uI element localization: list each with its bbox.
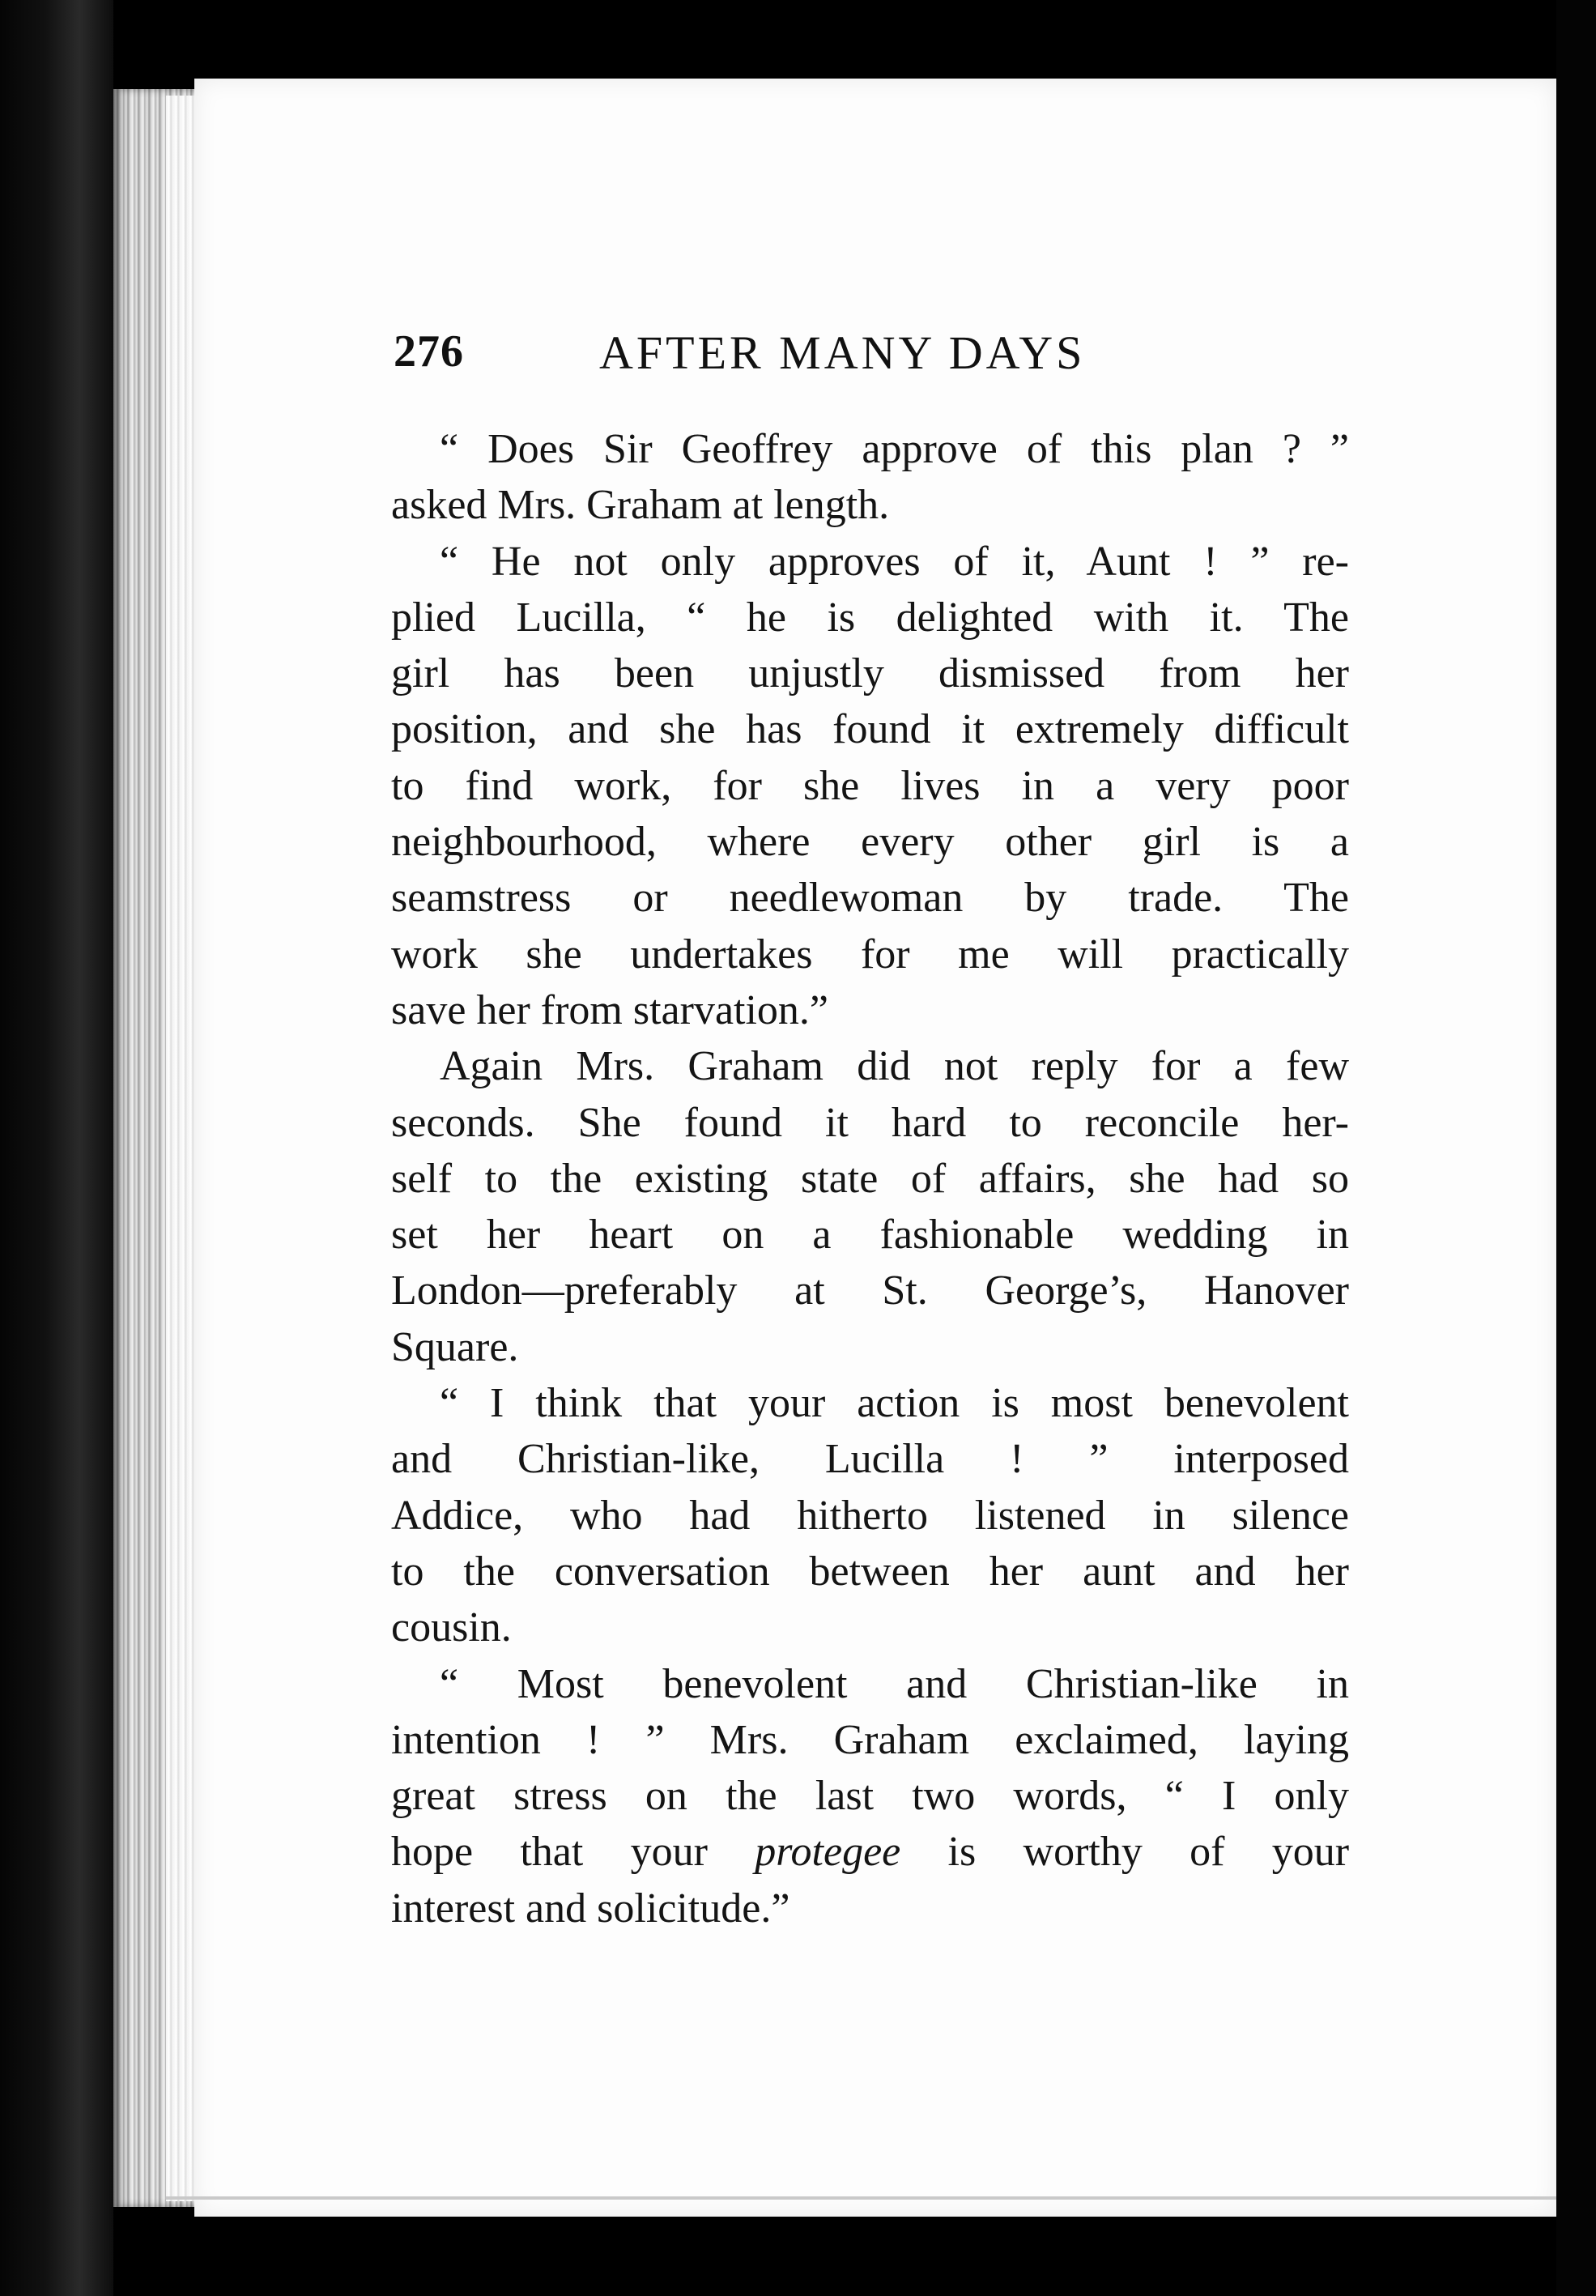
text-line: set her heart on a fashionable wedding in — [391, 1212, 1349, 1259]
page-bottom-edge — [166, 2196, 1557, 2200]
text-line: self to the existing state of affairs, she had so — [391, 1155, 1349, 1202]
text-line: “ Most benevolent and Christian-like in — [440, 1660, 1349, 1707]
text-line: interest and solicitude.” — [391, 1885, 790, 1932]
italic-word: protegee — [755, 1829, 901, 1876]
text-line: “ He not only approves of it, Aunt ! ” re- — [440, 538, 1349, 585]
text-line: great stress on the last two words, “ I only — [391, 1773, 1349, 1820]
text-line: seconds. She found it hard to reconcile her- — [391, 1099, 1349, 1146]
book-shadow-right — [1556, 0, 1596, 2296]
running-head — [394, 326, 1203, 390]
text-segment: hope that your — [391, 1829, 708, 1876]
body-text — [391, 421, 1349, 1936]
text-line: seamstress or needlewoman by trade. The — [391, 875, 1349, 922]
text-line: work she undertakes for me will practically — [391, 931, 1349, 978]
book-shadow-left — [0, 0, 113, 2296]
text-line: and Christian-like, Lucilla ! ” interposed — [391, 1436, 1349, 1483]
text-line: “ I think that your action is most benevolent — [440, 1380, 1349, 1427]
text-line: to find work, for she lives in a very poor — [391, 762, 1349, 809]
page-number: 276 — [394, 326, 464, 377]
text-line: intention ! ” Mrs. Graham exclaimed, laying — [391, 1716, 1349, 1763]
text-line: to the conversation between her aunt and her — [391, 1548, 1349, 1595]
text-line: Again Mrs. Graham did not reply for a few — [440, 1043, 1349, 1090]
text-line: position, and she has found it extremely difficult — [391, 706, 1349, 753]
text-line: asked Mrs. Graham at length. — [391, 482, 890, 529]
text-line: Addice, who had hitherto listened in silence — [391, 1492, 1349, 1539]
running-title: AFTER MANY DAYS — [599, 326, 1086, 379]
text-line: London—preferably at St. George’s, Hanover — [391, 1267, 1349, 1314]
text-line-with-italic — [391, 1824, 1349, 1880]
text-line: Square. — [391, 1323, 519, 1370]
text-line: neighbourhood, where every other girl is a — [391, 819, 1349, 866]
text-line: plied Lucilla, “ he is delighted with it. The — [391, 594, 1349, 641]
text-segment: is worthy of your — [947, 1829, 1350, 1876]
text-line: “ Does Sir Geoffrey approve of this plan ? ” — [440, 426, 1349, 472]
text-line: cousin. — [391, 1604, 512, 1651]
text-line: save her from starvation.” — [391, 986, 829, 1033]
text-line: girl has been unjustly dismissed from her — [391, 650, 1349, 697]
